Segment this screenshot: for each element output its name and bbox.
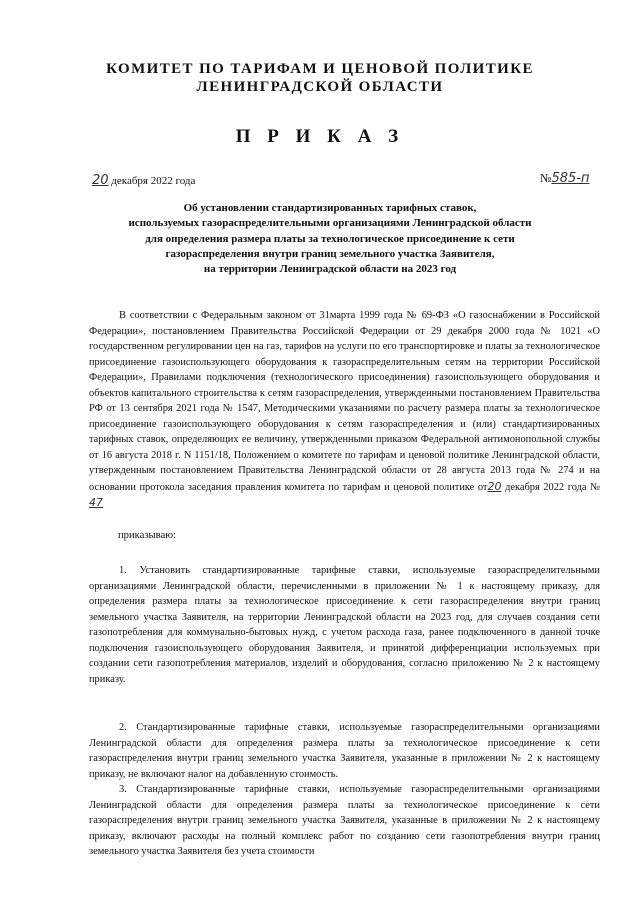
item-text: 3. Стандартизированные тарифные ставки, используемые газораспределительными организациями Ленинградской области для определения размера платы за технологическое присоединение к сети газораспределения внутри границ земельного участка Заявителя, указанные в приложении № 2 к настоящему приказу, включают расходы на полный комплекс работ по созданию сети газопотребления внутри границ земельного участка Заявителя без учета стоимости	[89, 784, 600, 857]
org-name-line2: ЛЕНИНГРАДСКОЙ ОБЛАСТИ	[196, 79, 444, 95]
subject-line: Об установлении стандартизированных тарифных ставок,	[183, 202, 477, 214]
date-rest: декабря 2022 года	[108, 175, 196, 187]
decree-word: приказываю:	[118, 530, 177, 541]
order-date	[92, 173, 195, 188]
preamble-text: В соответствии с Федеральным законом от 31марта 1999 года № 69-ФЗ «О газоснабжении в Российской Федерации», постановлением Правительства Российской Федерации от 29 декабря 2000 года № 1021 «О государственном регулировании цен на газ, тарифов на услуги по его транспортировке и платы за технологическое присоединение газоиспользующего оборудования к газораспределительным сетям на территории Российской Федерации», Правилами подключения (технологического присоединения) газоиспользующего оборудования и объектов капитального строительства к сетям газораспределения, утвержденными постановлением Правительства РФ от 13 сентября 2021 года № 1547, Методическими указаниями по расчету размера платы за технологическое присоединение газоиспользующего оборудования к сетям газораспределения и (или) стандартизированных тарифных ставок, определяющих ее величину, утвержденными приказом Федеральной антимонопольной службы от 16 августа 2018 г. N 1151/18, Положением о комитете по тарифам и ценовой политике Ленинградской области, утвержденным постановлением Правительства Ленинградской области от 28 августа 2013 года № 274 и на основании протокола заседания правления комитета по тарифам и ценовой политике от	[89, 310, 600, 493]
handwritten-day: 20	[92, 173, 109, 188]
handwritten-protocol-day: 20	[487, 479, 502, 493]
order-number	[540, 171, 589, 186]
handwritten-number: 585-п	[551, 171, 590, 186]
item-text: 1. Установить стандартизированные тарифные ставки, используемые газораспределительными организациями Ленинградской области, перечисленными в приложении № 1 к настоящему приказу, для определения размера платы за технологическое присоединение к сети газораспределения внутри границ земельного участка Заявителя, на территории Ленинградской области на 2023 год, для случаев создания сети газопотребления для коммунально-бытовых нужд, с учетом расхода газа, ранее подключенного в данной точке подключения газоиспользующего оборудования Заявителя, и принятой дифференциации используемых при создании сети газопотребления материалов, изделий и оборудования, согласно приложению № 2 к настоящему приказу.	[89, 565, 600, 685]
preamble-paragraph	[89, 308, 600, 512]
item-3	[89, 782, 600, 860]
subject-line: газораспределения внутри границ земельного участка Заявителя,	[165, 247, 495, 260]
subject-line: используемых газораспределительными организациями Ленинградской области	[128, 217, 532, 230]
document-title: П Р И К А З	[235, 126, 405, 147]
order-subject	[100, 201, 560, 277]
handwritten-protocol-number: 47	[89, 496, 103, 509]
subject-line: на территории Ленинградской области на 2023 год	[203, 263, 457, 276]
number-prefix: №	[540, 171, 552, 185]
item-1	[89, 563, 600, 687]
subject-line: для определения размера платы за технологическое присоединение к сети	[145, 232, 515, 245]
item-2	[89, 720, 600, 782]
preamble-text-mid: декабря 2022 года №	[501, 481, 600, 493]
org-name-line1: КОМИТЕТ ПО ТАРИФАМ И ЦЕНОВОЙ ПОЛИТИКЕ	[106, 61, 534, 77]
item-text: 2. Стандартизированные тарифные ставки, используемые газораспределительными организациями Ленинградской области для определения размера платы за технологическое присоединение к сети газораспределения внутри границ земельного участка Заявителя, указанные в приложении № 2 к настоящему приказу, не включают налог на добавленную стоимость.	[89, 722, 600, 780]
